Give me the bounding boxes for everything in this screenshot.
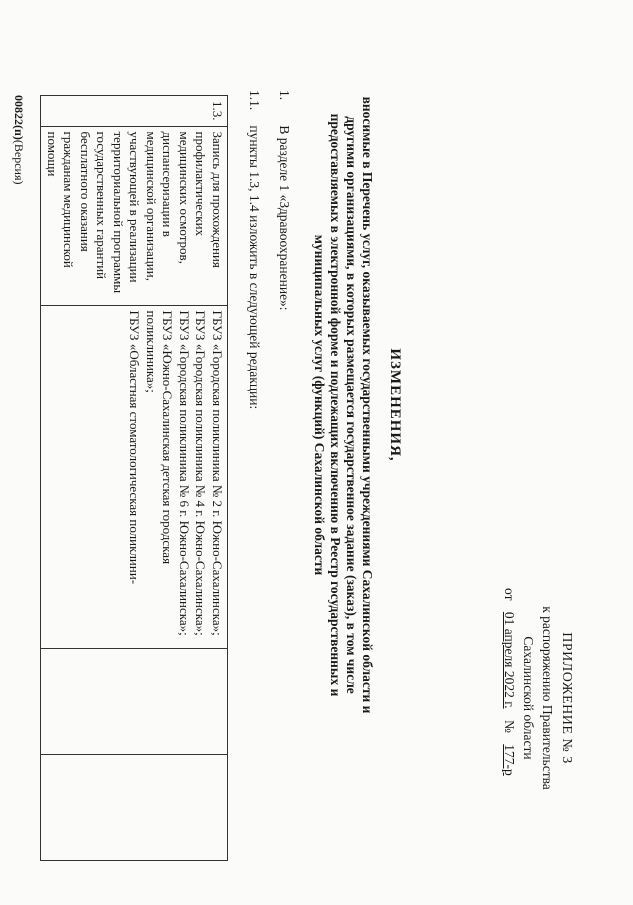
row-number: 1.3. [41, 96, 228, 127]
org-item: ГБУЗ «Южно-Сахалинская детская городская поликлиника»; [144, 310, 176, 565]
section-1-1-number: 1.1. [247, 90, 262, 111]
footer-code-number: 00822(п) [12, 95, 26, 140]
document-heading [311, 80, 403, 730]
section-1-1-text: пункты 1.3, 1.4 изложить в следующей редакции: [247, 125, 262, 410]
section-1-number: 1. [277, 90, 292, 101]
number-label: № [502, 719, 517, 733]
appendix-block [501, 548, 575, 848]
org-item: ГБУЗ «Городская поликлиника № 6 г. Южно-Сахалинска»; [177, 310, 192, 636]
service-cell: Запись для прохождения профилактических медицинских осмотров, диспансеризации в медицинской организации, участвующей в реализации территориальной программы государственных гарантий бесплатного оказания гражданам медицинской помощи [41, 126, 228, 305]
empty-cell [41, 754, 228, 860]
from-label: от [502, 588, 517, 601]
services-table [41, 95, 229, 861]
appendix-title: ПРИЛОЖЕНИЕ № 3 [559, 632, 574, 764]
empty-cell [41, 648, 228, 754]
footer-version: (Версия) [12, 139, 26, 185]
organizations-cell [41, 305, 228, 648]
footer-code [10, 95, 27, 185]
appendix-number: 177-р [502, 744, 517, 776]
appendix-line2: Сахалинской области [521, 636, 536, 760]
section-1-1 [246, 90, 263, 490]
section-1-text: В разделе 1 «Здравоохранение»: [277, 125, 292, 311]
appendix-line1: к распоряжению Правительства [540, 606, 555, 790]
appendix-date: 01 апреля 2022 г. [502, 611, 517, 709]
org-item: ГБУЗ «Областная стоматологическая поликлини- [127, 310, 143, 585]
heading-subtitle: вносимые в Перечень услуг, оказываемых государственными учреждениями Сахалинской области и другими организациями, в которых размещается государственное задание (заказ), в том числе предоставляемых в электронной форме и подлежащих включению в Реестр государственных и муниципальных услуг (функций) Сахалинской области [312, 96, 375, 714]
org-item: ГБУЗ «Городская поликлиника № 4 г. Южно-Сахалинска»; [193, 310, 209, 636]
heading-title: ИЗМЕНЕНИЯ, [387, 348, 403, 462]
section-1 [276, 90, 293, 490]
appendix-dateline [501, 548, 518, 848]
table-row [41, 96, 228, 861]
org-item: ГБУЗ «Городская поликлиника № 2 г. Южно-Сахалинска»; [210, 310, 225, 636]
